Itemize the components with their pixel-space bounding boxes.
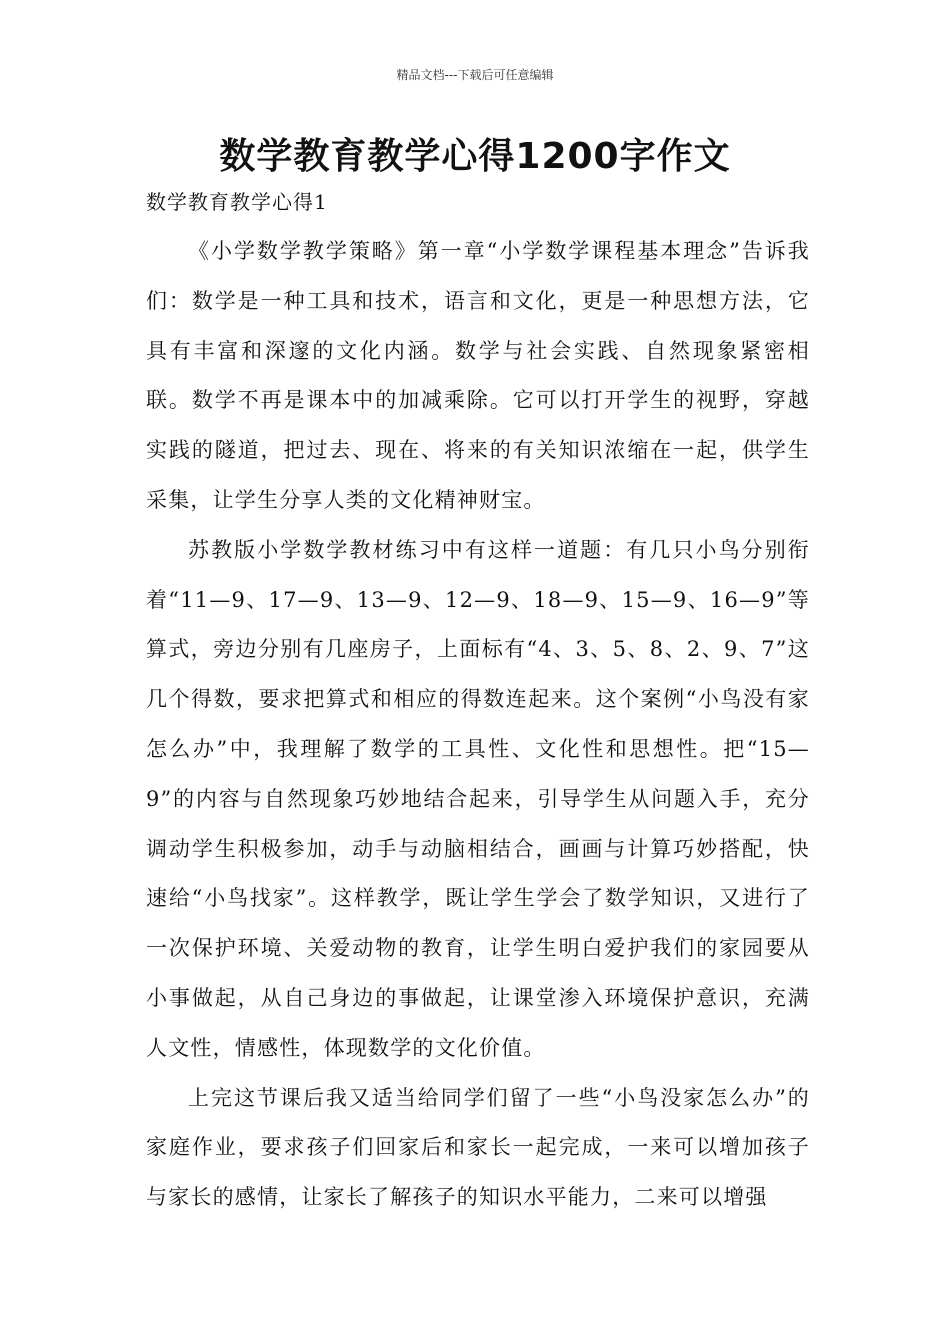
paragraph: 《小学数学教学策略》第一章“小学数学课程基本理念”告诉我们：数学是一种工具和技术，语言和文化，更是一种思想方法，它具有丰富和深邃的文化内涵。数学与社会实践、自然现象紧密相联。数学不再是课本中的加减乘除。它可以打开学生的视野，穿越实践的隧道，把过去、现在、将来的有关知识浓缩在一起，供学生采集，让学生分享人类的文化精神财宝。 — [146, 239, 810, 512]
paragraph: 上完这节课后我又适当给同学们留了一些“小鸟没家怎么办”的家庭作业，要求孩子们回家后和家长一起完成，一来可以增加孩子与家长的感情，让家长了解孩子的知识水平能力，二来可以增强 — [146, 1085, 810, 1210]
page-title: 数学教育教学心得1200字作文 — [219, 136, 731, 177]
page-header: 精品文档---下载后可任意编辑 — [396, 68, 554, 82]
body-text — [146, 227, 810, 1223]
section-heading: 数学教育教学心得1 — [146, 190, 328, 214]
paragraph: 苏教版小学数学教材练习中有这样一道题：有几只小鸟分别衔着“11—9、17—9、13—9、12—9、18—9、15—9、16—9”等算式，旁边分别有几座房子，上面标有“4、3、5、8、2、9、7”这几个得数，要求把算式和相应的得数连起来。这个案例“小鸟没有家怎么办”中，我理解了数学的工具性、文化性和思想性。把“15—9”的内容与自然现象巧妙地结合起来，引导学生从问题入手，充分调动学生积极参加，动手与动脑相结合，画画与计算巧妙搭配，快速给“小鸟找家”。这样教学，既让学生学会了数学知识，又进行了一次保护环境、关爱动物的教育，让学生明白爱护我们的家园要从小事做起，从自己身边的事做起，让课堂渗入环境保护意识，充满人文性，情感性，体现数学的文化价值。 — [146, 537, 810, 1060]
